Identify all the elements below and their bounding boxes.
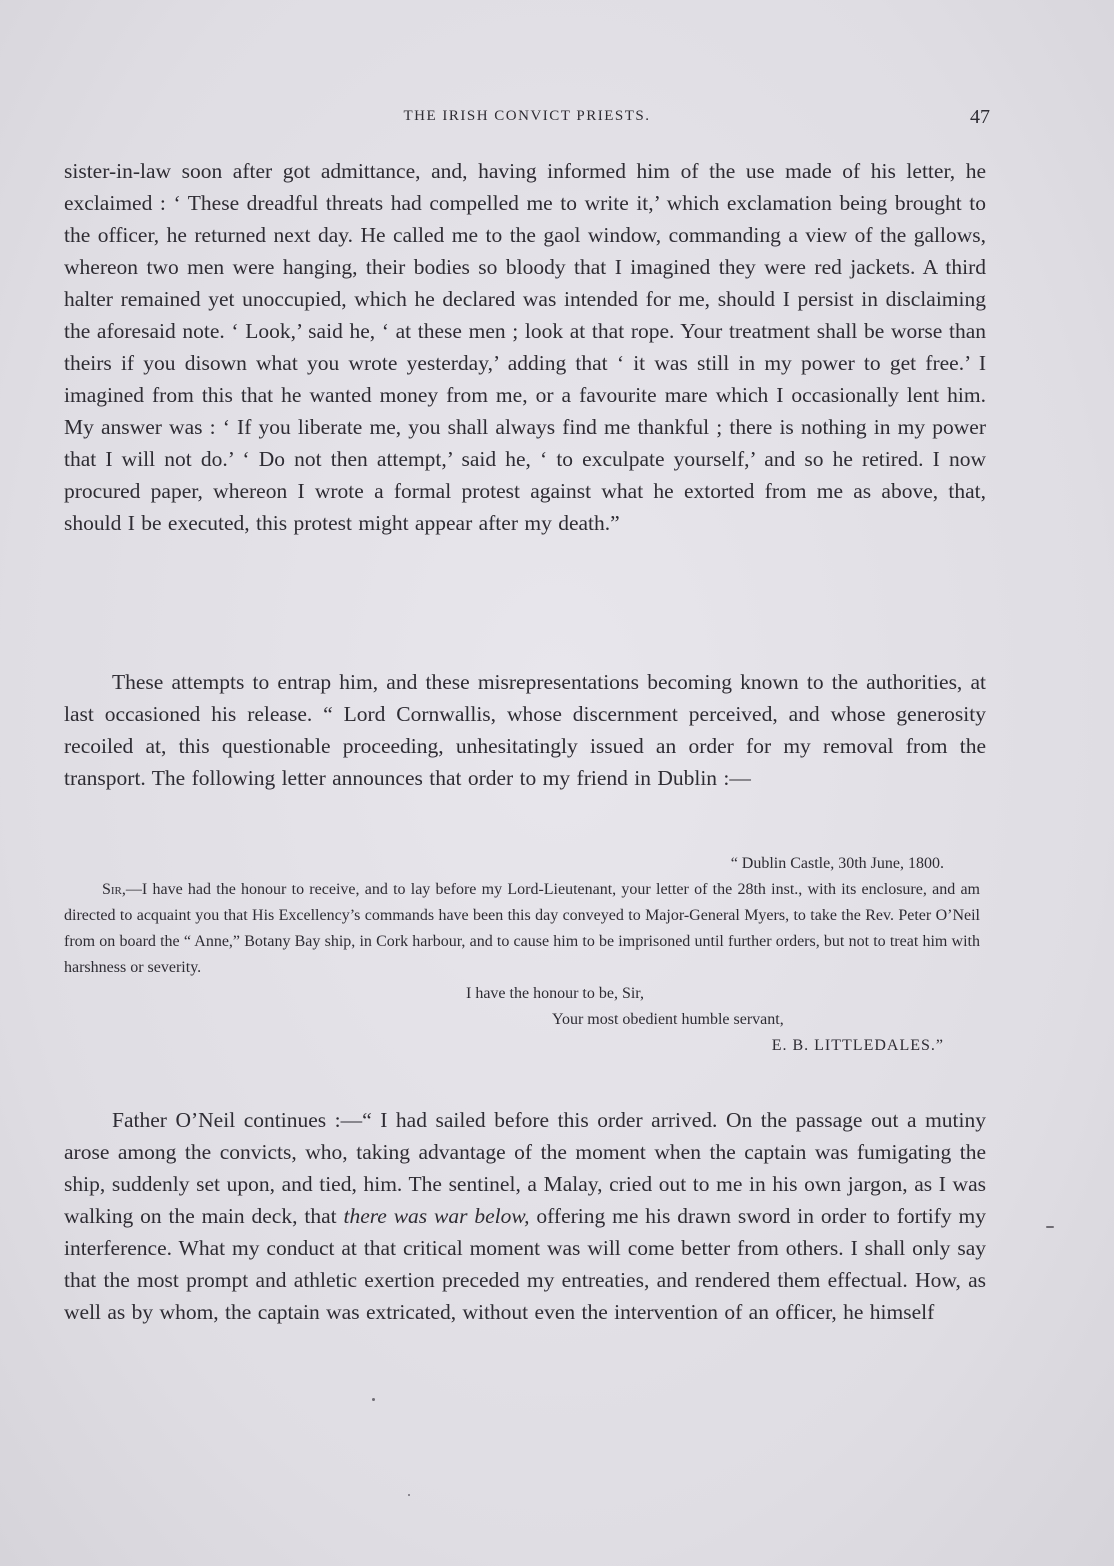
quoted-letter <box>64 851 980 1059</box>
letter-date: “ Dublin Castle, 30th June, 1800. <box>730 855 944 872</box>
closing-line-2: Your most obedient humble servant, <box>552 1011 784 1028</box>
closing-line-1: I have the honour to be, Sir, <box>466 985 644 1002</box>
letter-closing <box>64 981 980 1059</box>
paragraph-2-block <box>64 666 986 794</box>
letter-body-text: —I have had the honour to receive, and to lay before my Lord-Lieutenant, your letter of the 28th inst., with its enclosure, and am directed to acquaint you that His Excellency’s commands have been this day conveyed to Major-General Myers, to take the Rev. Peter O’Neil from on board the “ Anne,” Botany Bay ship, in Cork harbour, and to cause him to be imprisoned until further orders, but not to treat him with harshness or severity. <box>64 881 980 976</box>
paragraph-1: sister-in-law soon after got admittance, and, having informed him of the use made of his letter, he exclaimed : ‘ These dreadful threats had compelled me to write it,’ which exclamation being brought to the officer, he returned next day. He called me to the gaol window, commanding a view of the gallows, whereon two men were hanging, their bodies so bloody that I imagined they were red jackets. A third halter remained yet unoccupied, which he declared was intended for me, should I persist in disclaiming the aforesaid note. ‘ Look,’ said he, ‘ at these men ; look at that rope. Your treatment shall be worse than theirs if you disown what you wrote yesterday,’ adding that ‘ it was still in my power to get free.’ I imagined from this that he wanted money from me, or a favourite mare which I occasionally lent him. My answer was : ‘ If you liberate me, you shall always find me thankful ; there is nothing in my power that I will not do.’ ‘ Do not then attempt,’ said he, ‘ to exculpate yourself,’ and so he retired. I now procured paper, whereon I wrote a formal protest against what he extorted from me as above, that, should I be executed, this protest might appear after my death.” <box>64 159 986 535</box>
paper-mark <box>1046 1226 1054 1228</box>
paper-speck <box>372 1398 375 1401</box>
page-number: 47 <box>970 106 990 128</box>
running-title: THE IRISH CONVICT PRIESTS. <box>403 108 651 124</box>
paragraph-1-block <box>64 155 986 539</box>
letter-salutation: Sir, <box>102 881 126 898</box>
paragraph-3-italic-phrase: there was war below, <box>343 1204 530 1228</box>
paragraph-3-block <box>64 1104 986 1328</box>
paragraph-3 <box>64 1104 986 1328</box>
paragraph-2: These attempts to entrap him, and these misrepresentations becoming known to the authorities, at last occasioned his release. “ Lord Cornwallis, whose discernment perceived, and whose generosity recoiled at, this questionable proceeding, unhesitatingly issued an order for my removal from the transport. The following letter announces that order to my friend in Dublin :— <box>64 670 986 790</box>
letter-signature: E. B. LITTLEDALES.” <box>771 1037 944 1054</box>
paragraph-3-text-a: Father O’Neil continues :—“ I had sailed before this order arrived. On the passage out a mutiny arose among the convicts, who, taking advantage of the moment when the captain was fumigating the ship, suddenly set upon, and tied, him. The sentinel, a Malay, cried out to me in his own jargon, as I was walking on the main deck, that <box>64 1108 986 1228</box>
page-header <box>64 108 990 134</box>
paragraph-3-text-b: offering me his drawn sword in order to fortify my interference. What my conduct at that critical moment was will come better from others. I shall only say that the most prompt and athletic exertion preceded my entreaties, and rendered them effectual. How, as well as by whom, the captain was extricated, without even the intervention of an officer, he himself <box>64 1204 986 1324</box>
paper-speck <box>408 1494 410 1496</box>
letter-body <box>64 877 980 981</box>
